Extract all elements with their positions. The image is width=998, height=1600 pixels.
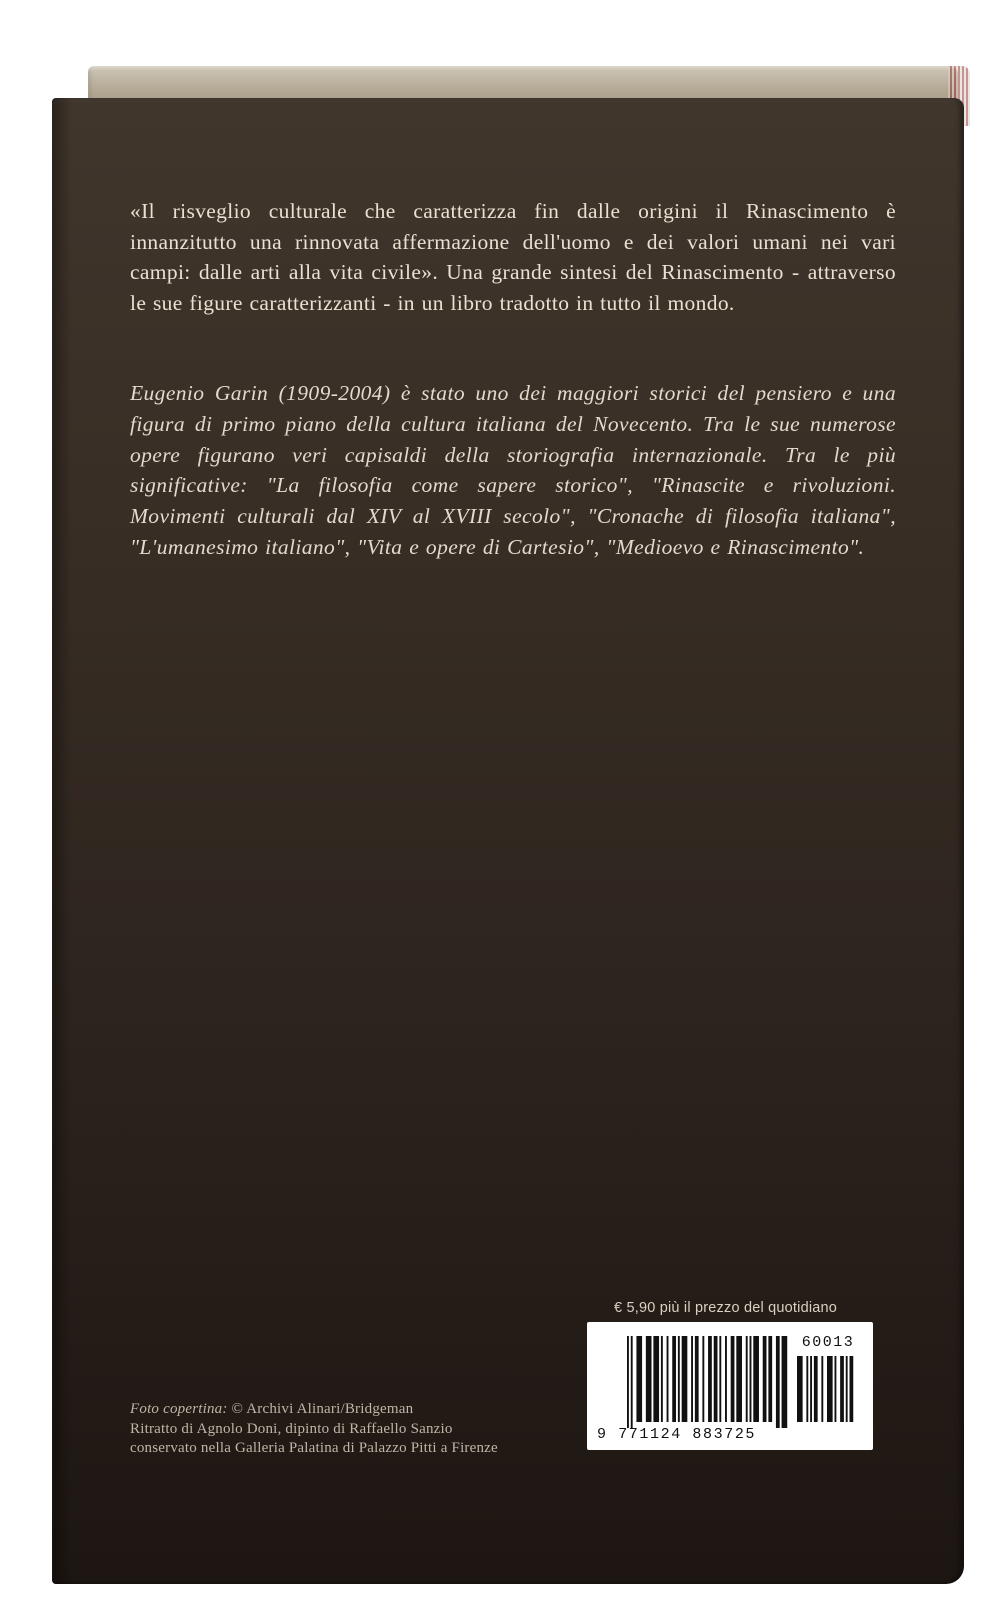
barcode-bar	[746, 1336, 748, 1422]
barcode-bar	[810, 1356, 812, 1422]
author-bio: Eugenio Garin (1909-2004) è stato uno dei maggiori storici del pensiero e una figura di primo piano della cultura italiana del Novecento. Tra le sue numerose opere figurano veri capisaldi della storiografia internazionale. Tra le più significative: "La filosofia come sapere storico", "Rinascite e rivoluzioni. Movimenti culturali dal XIV al XVIII secolo", "Cronache di filosofia italiana", "L'umanesimo italiano", "Vita e opere di Cartesio", "Medioevo e Rinascimento".	[130, 381, 896, 559]
credit-source: © Archivi Alinari/Bridgeman	[231, 1401, 414, 1417]
barcode-bar	[631, 1336, 633, 1428]
barcode-bar	[725, 1336, 727, 1422]
barcode-bar	[763, 1336, 767, 1422]
barcode-bar	[627, 1336, 629, 1428]
price-label: € 5,90 più il prezzo del quotidiano	[614, 1300, 838, 1316]
barcode-bar	[691, 1336, 693, 1422]
barcode-main-code: 9 771124 883725	[597, 1426, 757, 1443]
barcode	[587, 1322, 873, 1450]
barcode-bar	[753, 1336, 759, 1422]
barcode-addon-bars	[797, 1356, 857, 1428]
barcode-bar	[846, 1356, 848, 1422]
barcode-bar	[827, 1356, 833, 1422]
credit-line-1	[130, 1400, 590, 1420]
barcode-bar	[682, 1336, 688, 1422]
barcode-bar	[821, 1356, 823, 1422]
barcode-bar	[731, 1336, 735, 1422]
barcode-bar	[850, 1356, 854, 1422]
barcode-bar	[646, 1336, 652, 1422]
barcode-bar	[653, 1336, 659, 1422]
credit-line-3: conservato nella Galleria Palatina di Palazzo Pitti a Firenze	[130, 1440, 498, 1456]
blurb-text: «Il risveglio culturale che caratterizza fin dalle origini il Rinascimento è innanzitutto una rinnovata affermazione dell'uomo e dei valori umani nei vari campi: dalle arti alla vita civile». Una grande sintesi del Rinascimento - attraverso le sue figure caratterizzanti - in un libro tradotto in tutto il mondo.	[130, 199, 896, 315]
barcode-bar	[736, 1336, 742, 1422]
barcode-bar	[768, 1336, 772, 1422]
barcode-bar	[776, 1336, 780, 1428]
photo-credits	[130, 1400, 590, 1459]
credit-line-2: Ritratto di Agnolo Doni, dipinto di Raffaello Sanzio	[130, 1420, 453, 1437]
barcode-bar	[782, 1336, 788, 1428]
cover-spine-shadow	[52, 98, 72, 1584]
barcode-bar	[678, 1336, 680, 1422]
barcode-bar	[702, 1336, 704, 1422]
barcode-bar	[667, 1336, 669, 1422]
barcode-bar	[708, 1336, 712, 1422]
barcode-bar	[714, 1336, 718, 1422]
barcode-bar	[835, 1356, 837, 1422]
barcode-bar	[719, 1336, 721, 1422]
barcode-bar	[840, 1356, 844, 1422]
barcode-bar	[806, 1356, 808, 1422]
credit-label: Foto copertina:	[130, 1401, 228, 1417]
barcode-bar	[636, 1336, 642, 1422]
barcode-bar	[672, 1336, 676, 1422]
barcode-main-bars	[627, 1336, 791, 1428]
barcode-bar	[661, 1336, 663, 1422]
barcode-bar	[750, 1336, 752, 1422]
barcode-bar	[695, 1336, 699, 1422]
barcode-bar	[797, 1356, 803, 1422]
barcode-addon-code: 60013	[801, 1334, 855, 1351]
barcode-bar	[814, 1356, 818, 1422]
